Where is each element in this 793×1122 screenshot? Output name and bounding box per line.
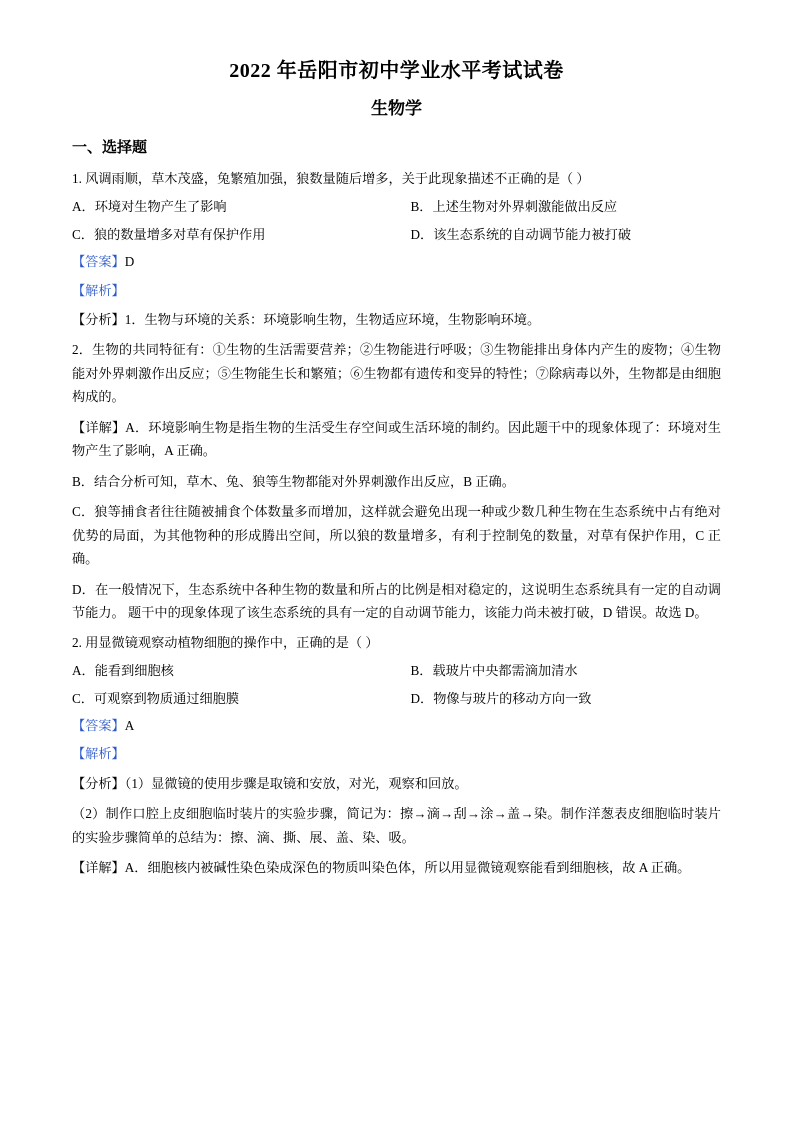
option-b[interactable]: B．上述生物对外界刺激能做出反应 <box>410 199 618 215</box>
analysis-paragraph: 【详解】A．环境影响生物是指生物的生活受生存空间或生活环境的制约。因此题干中的现象体现了：环境对生物产生了影响，A 正确。 <box>72 419 721 459</box>
analysis-paragraph: 【详解】A．细胞核内被碱性染色染成深色的物质叫染色体，所以用显微镜观察能看到细胞核，故 A 正确。 <box>72 860 691 876</box>
analysis-paragraph: 【分析】（1）显微镜的使用步骤是取镜和安放，对光，观察和回放。 <box>72 775 468 791</box>
option-row <box>72 196 721 217</box>
option-d[interactable]: D．物像与玻片的移动方向一致 <box>410 690 592 706</box>
analysis-paragraph: （2）制作口腔上皮细胞临时装片的实验步骤，简记为：擦→滴→刮→涂→盖→染。制作洋葱表皮细胞临时装片的实验步骤简单的总结为：擦、滴、撕、展、盖、染、吸。 <box>72 806 721 845</box>
option-a[interactable]: A．能看到细胞核 <box>72 663 174 679</box>
option-c[interactable]: C．狼的数量增多对草有保护作用 <box>72 226 266 242</box>
answer-value: A <box>124 718 135 734</box>
analysis-paragraph: 【分析】1．生物与环境的关系：环境影响生物，生物适应环境，生物影响环境。 <box>72 311 541 327</box>
section-heading: 一、选择题 <box>72 140 148 157</box>
option-b[interactable]: B．载玻片中央都需滴加清水 <box>410 663 578 679</box>
analysis-label: 【解析】 <box>72 282 125 298</box>
answer-label: 【答案】 <box>72 254 125 270</box>
page-subtitle: 生物学 <box>371 99 422 118</box>
answer-value: D <box>124 254 135 270</box>
option-row <box>72 224 721 245</box>
answer-line <box>72 251 721 272</box>
option-list <box>72 660 721 709</box>
option-c[interactable]: C．可观察到物质通过细胞膜 <box>72 690 240 706</box>
question-stem: 1. 风调雨顺，草木茂盛，兔繁殖加强，狼数量随后增多，关于此现象描述不正确的是（ ） <box>72 171 590 187</box>
question-stem: 2. 用显微镜观察动植物细胞的操作中，正确的是（ ） <box>72 634 379 650</box>
answer-line <box>72 715 721 736</box>
question-block <box>72 632 721 880</box>
analysis-label: 【解析】 <box>72 746 125 762</box>
option-row <box>72 688 721 709</box>
option-a[interactable]: A．环境对生物产生了影响 <box>72 199 227 215</box>
analysis-paragraph: C．狼等捕食者往往随被捕食个体数量多而增加，这样就会避免出现一种或少数几种生物在生态系统中占有绝对优势的局面，为其他物种的形成腾出空间，所以狼的数量增多，有利于控制兔的数量，对草有保护作用，C 正确。 <box>72 504 721 567</box>
option-row <box>72 660 721 681</box>
analysis-paragraph: 2．生物的共同特征有：①生物的生活需要营养；②生物能进行呼吸；③生物能排出身体内产生的废物；④生物能对外界刺激作出反应；⑤生物能生长和繁殖；⑥生物都有遗传和变异的特性；⑦除病毒以外，生物都是由细胞构成的。 <box>72 342 721 405</box>
question-block <box>72 168 721 625</box>
analysis-paragraph: D．在一般情况下，生态系统中各种生物的数量和所占的比例是相对稳定的，这说明生态系统具有一定的自动调节能力。 题干中的现象体现了该生态系统的具有一定的自动调节能力，该能力尚未被打破，D 错误。故选 D。 <box>72 581 721 621</box>
page-title: 2022 年岳阳市初中学业水平考试试卷 <box>229 60 564 82</box>
answer-label: 【答案】 <box>72 718 125 734</box>
option-list <box>72 196 721 245</box>
option-d[interactable]: D．该生态系统的自动调节能力被打破 <box>410 226 632 242</box>
analysis-paragraph: B．结合分析可知，草木、兔、狼等生物都能对外界刺激作出反应，B 正确。 <box>72 473 515 489</box>
